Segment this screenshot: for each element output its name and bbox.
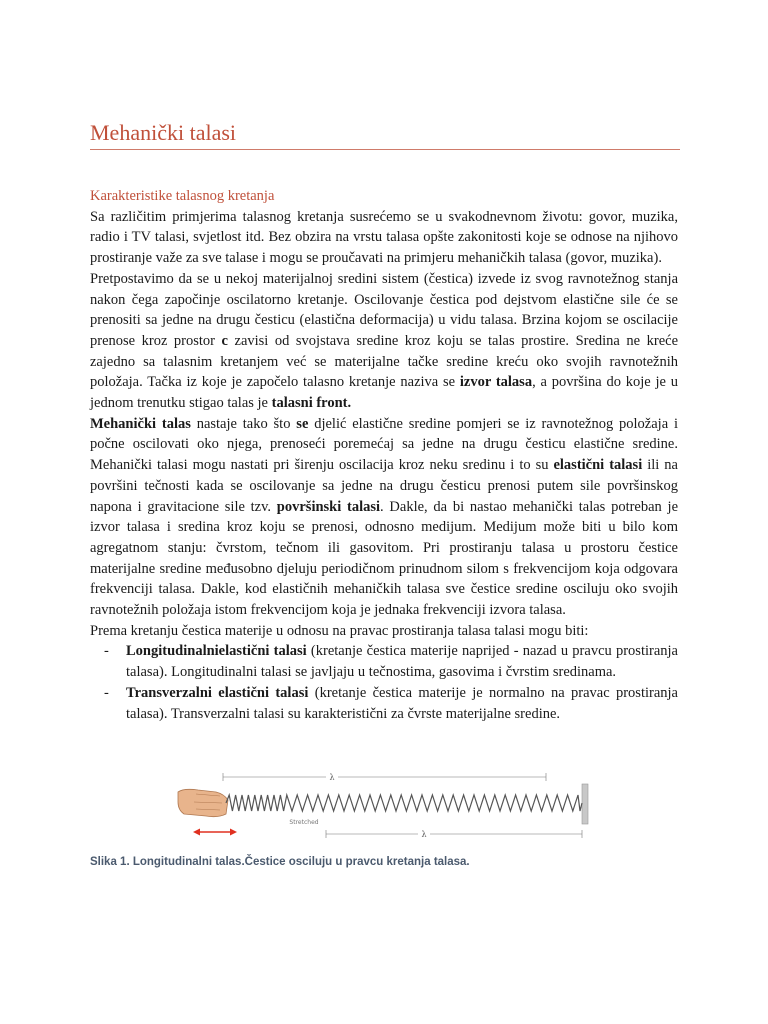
list-dash: - bbox=[104, 643, 109, 660]
list-item-term: Longitudinalnielastični talasi bbox=[126, 643, 307, 660]
term-wave-front: talasni front. bbox=[271, 395, 352, 412]
page-title: Mehanički talasi bbox=[90, 120, 237, 145]
stretched-label: Stretched bbox=[289, 819, 319, 826]
wall bbox=[582, 784, 588, 824]
document-body bbox=[90, 186, 678, 724]
term-surface-waves: površinski talasi bbox=[276, 498, 381, 515]
paragraph-oscillation bbox=[90, 269, 678, 414]
lambda-label-bottom: λ bbox=[421, 830, 427, 838]
text-run: djelić elastične sredine pomjeri se iz ravnotežnog položaja i počne oscilovati oko njega, prenoseći poremećaj sa jedne na drugu česticu elastične sredine. Mehanički talasi mogu nastati pri širenju oscilacija kroz neku sredinu i to su bbox=[90, 415, 678, 474]
text-run: . Dakle, da bi nastao mehanički talas potreban je izvor talasa i sredina kroz koju se prenosi, odnosno medijum. Medijum može biti u bilo kom agregatnom stanju: čvrstom, tečnom ili gasovitom. Pri prostiranju talasa u prostoru čestice materijalne sredine međusobno djeluju periodičnom prinudnom silom s frekvencijom koja odgovara frekvenciji talasa. Dakle, kod elastičnih mehaničkih talasa sve čestice sredine osciluju oko svojih ravnotežnih položaja istom frekvencijom koja je jednaka frekvenciji izvora talasa. bbox=[90, 498, 679, 619]
section-subheading: Karakteristike talasnog kretanja bbox=[90, 188, 275, 204]
text-run: Pretpostavimo da se u nekoj materijalnoj sredini sistem (čestica) izvede iz svog ravnotežnog stanja nakon čega započinje oscilatorno kretanje. Oscilovanje čestica pod dejstvom elastične sile će se prenositi sa jedne na drugu česticu (elastična deformacija) u vidu talasa. Brzina kojom se oscilacije prenose kroz prostor bbox=[90, 270, 678, 349]
spring-coil bbox=[226, 795, 582, 811]
text-run: nastaje tako što bbox=[190, 415, 297, 432]
list-item bbox=[90, 641, 678, 682]
text-run: zavisi od svojstava sredine kroz koju se talas prostire. Sredina ne kreće zajedno sa talasnim kretanjem već se materijalne tačke sredine kreću oko svojih ravnotežnih položaja. Tačka iz koje je započelo talasno kretanje naziva se bbox=[90, 332, 679, 391]
term-wave-source: izvor talasa bbox=[459, 374, 533, 391]
paragraph-intro: Sa različitim primjerima talasnog kretanja susrećemo se u svakodnevnom životu: govor, muzika, radio i TV talasi, svjetlost itd. Bez obzira na vrstu talasa opšte zakonitosti koje se odnose na njihovo prostiranje važe za sve talase i mogu se proučavati na primjeru mehaničkih talasa (govor, muzika). bbox=[90, 208, 678, 267]
list-item-text: (kretanje čestica materije naprijed - nazad u pravcu prostiranja talasa). Longitudinalni talasi se javljaju u tečnostima, gasovima i čvrstim sredinama. bbox=[126, 643, 678, 681]
bold-word: se bbox=[296, 415, 309, 432]
term-elastic-waves: elastični talasi bbox=[553, 457, 643, 474]
term-mechanical-wave: Mehanički talas bbox=[90, 415, 191, 432]
paragraph-mechanical-wave bbox=[90, 414, 678, 621]
text-run: , a površina do koje je u jednom trenutku stigao talas je bbox=[90, 374, 678, 412]
list-item-text: (kretanje čestica materije je normalno na pravac prostiranja talasa). Transverzalni talasi su karakteristični za čvrste materijalne sredine. bbox=[126, 684, 678, 722]
speed-symbol: c bbox=[221, 332, 228, 349]
title-divider bbox=[90, 149, 680, 150]
wave-types-list bbox=[90, 641, 678, 724]
paragraph-list-intro: Prema kretanju čestica materije u odnosu na pravac prostiranja talasa talasi mogu biti: bbox=[90, 622, 589, 639]
list-item-term: Transverzalni elastični talasi bbox=[126, 684, 309, 701]
list-item bbox=[90, 683, 678, 724]
text-run: ili na površini tečnosti kada se oscilovanje sa jedne na drugu česticu prenosi putem sile površinskog napona i gravitacione sile tzv. bbox=[90, 457, 678, 515]
longitudinal-wave-figure bbox=[176, 770, 590, 838]
motion-arrow-icon bbox=[193, 829, 237, 836]
lambda-label-top: λ bbox=[329, 773, 335, 782]
figure-caption: Slika 1. Longitudinalni talas.Čestice osciluju u pravcu kretanja talasa. bbox=[90, 856, 470, 868]
list-dash: - bbox=[104, 684, 109, 701]
